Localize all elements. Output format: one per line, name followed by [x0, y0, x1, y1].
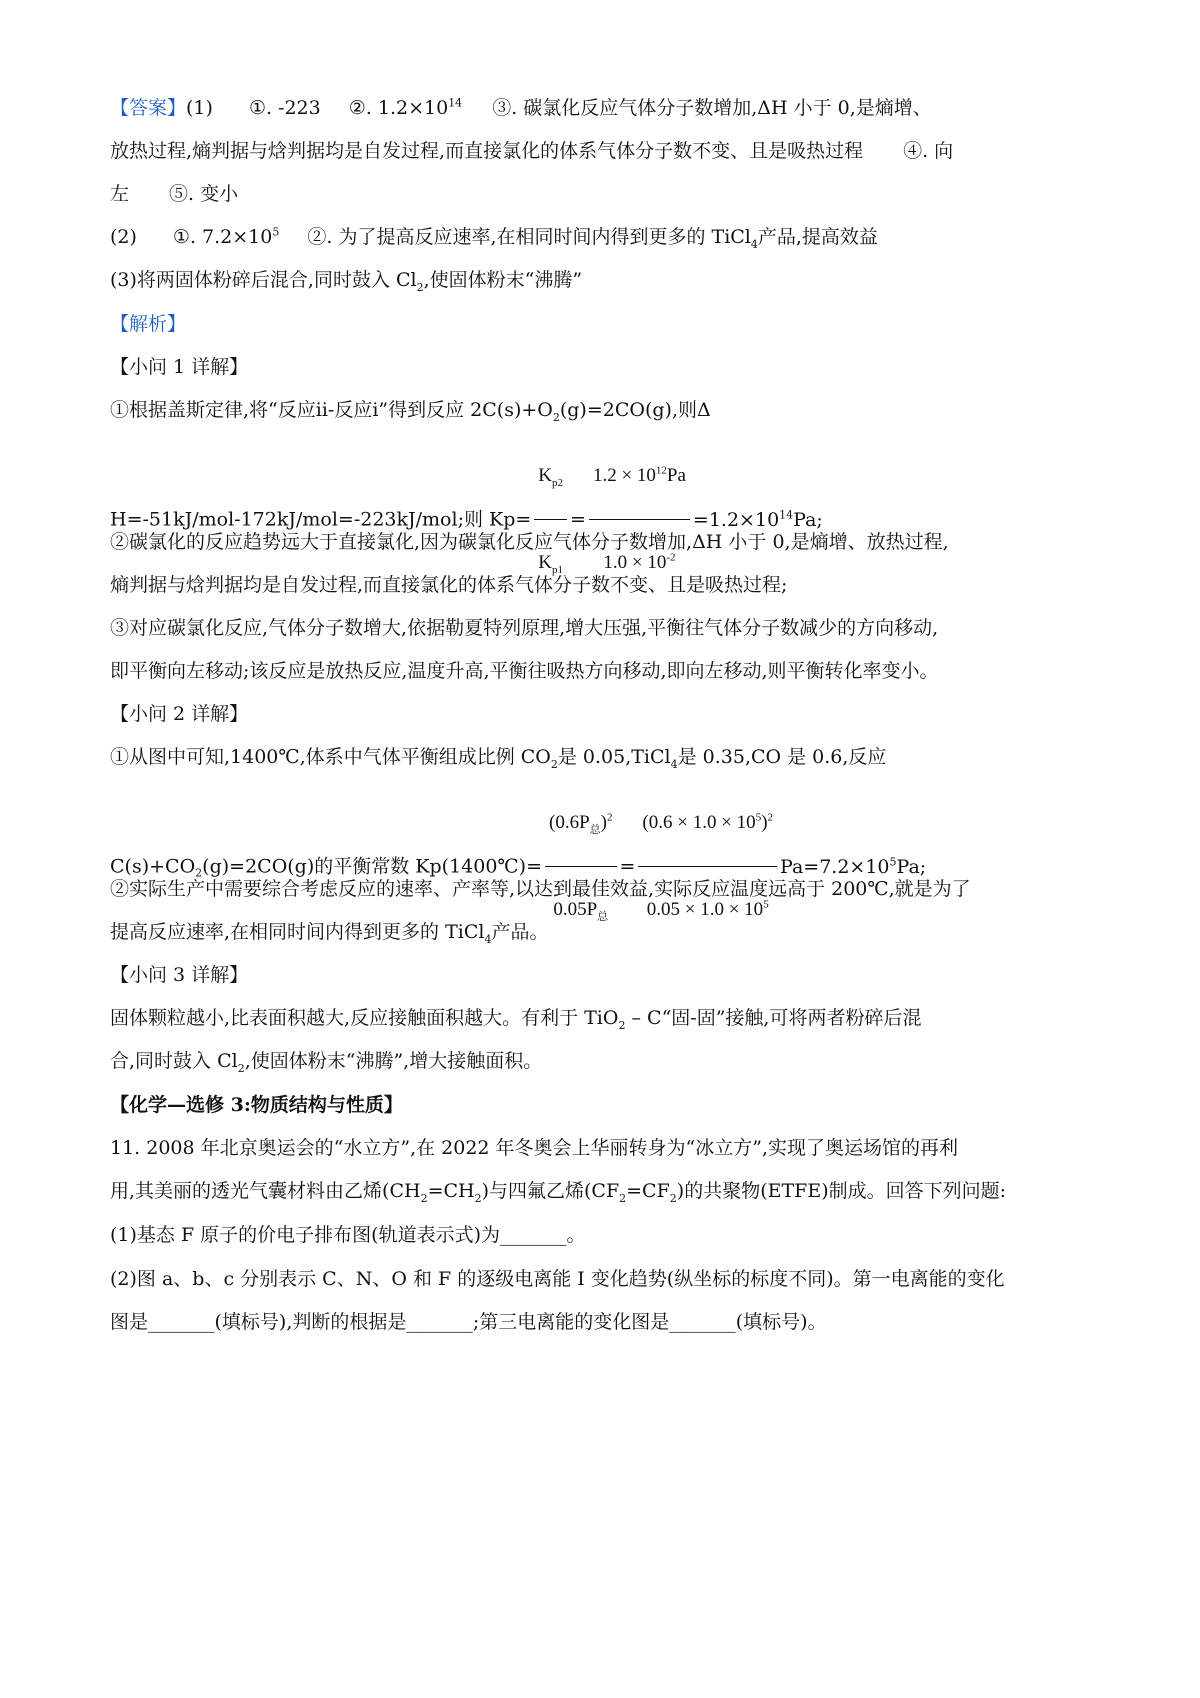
- answer-a3-line1: ③. 碳氯化反应气体分子数增加,ΔH 小于 0,是熵增、: [492, 97, 932, 119]
- q11-line-2-s3: 2: [619, 1191, 627, 1205]
- q11-line-2-c: )与四氟乙烯(CF: [481, 1180, 620, 1202]
- q2-line-1-c: 是 0.35,CO 是 0.6,反应: [677, 746, 887, 768]
- frac4-num-exp2: 2: [767, 811, 774, 824]
- section-title: [110, 1091, 1110, 1119]
- answer-part3: (3)将两固体粉碎后混合,同时鼓入 Cl: [110, 269, 417, 291]
- q2-line-4-text: 提高反应速率,在相同时间内得到更多的 TiCl: [110, 921, 485, 943]
- q2-line-2-sub: 2: [195, 866, 203, 880]
- q11-line-1: [110, 1134, 1110, 1162]
- q11-line-2-s1: 2: [420, 1191, 428, 1205]
- frac3-num: (0.6P: [549, 812, 590, 833]
- q2-kp-result-unit: Pa;: [896, 855, 927, 878]
- answer-part3-sub: 2: [416, 280, 424, 294]
- q2-line-3: [110, 875, 1110, 903]
- q2-line-2-pre: C(s)+CO: [110, 855, 196, 878]
- q1-line-1: [110, 396, 1110, 424]
- q2-line-1: [110, 743, 1110, 771]
- answer-a5: ⑤. 变小: [169, 183, 239, 205]
- equals-sign: =: [570, 508, 586, 531]
- q1-line-6: [110, 657, 1110, 685]
- q3-line-1-text: 固体颗粒越小,比表面积越大,反应接触面积越大。有利于 TiO: [110, 1007, 619, 1029]
- q1-line-5: [110, 614, 1110, 642]
- q3-title-text: 【小问 3 详解】: [110, 964, 249, 986]
- q11-line-2-e: )的共聚物(ETFE)制成。回答下列问题:: [676, 1180, 1007, 1202]
- frac3-den: 0.05P: [553, 899, 598, 920]
- q1-title-text: 【小问 1 详解】: [110, 356, 249, 378]
- q1-line-5-text: ③对应碳氯化反应,气体分子数增大,依据勒夏特列原理,增大压强,平衡往气体分子数减少的方向移动,: [110, 617, 939, 639]
- answer-b2-post: 产品,提高效益: [757, 226, 878, 248]
- answer-b2: ②. 为了提高反应速率,在相同时间内得到更多的 TiCl: [307, 226, 751, 248]
- q3-line-1-sub: 2: [618, 1018, 626, 1032]
- q11-line-2: [110, 1177, 1110, 1205]
- q11-part-2-line-2: [110, 1308, 1110, 1336]
- q11-line-1-text: 11. 2008 年北京奥运会的“水立方”,在 2022 年冬奥会上华丽转身为“冰立方”,实现了奥运场馆的再利: [110, 1137, 959, 1159]
- answer-line-4: [110, 223, 1110, 251]
- q1-line-1-post: (g)=2CO(g),则Δ: [559, 399, 711, 421]
- frac2-den-exp: -2: [666, 551, 676, 564]
- q2-line-2-mid: (g)=2CO(g)的平衡常数 Kp(1400℃)=: [202, 855, 543, 878]
- frac4-den-exp: 5: [763, 898, 769, 911]
- answer-a3-line2: 放热过程,熵判据与焓判据均是自发过程,而直接氯化的体系气体分子数不变、且是吸热过程: [110, 140, 864, 162]
- q3-line-1: [110, 1004, 1110, 1032]
- answer-a4-cont: 左: [110, 183, 130, 205]
- q1-kp-result-unit: Pa;: [793, 508, 823, 531]
- q11-line-2-b: =CH: [427, 1180, 475, 1202]
- frac4-num-exp1: 5: [755, 811, 762, 824]
- q11-line-2-d: =CF: [626, 1180, 670, 1202]
- q11-line-2-s2: 2: [474, 1191, 482, 1205]
- q3-line-2-sub: 2: [237, 1061, 245, 1075]
- q1-kp-result: =1.2×10: [692, 508, 780, 531]
- q1-line-3: [110, 528, 1110, 556]
- q1-line-4: [110, 571, 1110, 599]
- frac2-num-unit: Pa: [666, 465, 686, 486]
- q11-line-2-s4: 2: [669, 1191, 677, 1205]
- analysis-tag-line: [110, 310, 1110, 338]
- frac3-num-exp: 2: [607, 811, 613, 824]
- answer-part2-label: (2): [110, 226, 137, 248]
- q3-line-2-text: 合,同时鼓入 Cl: [110, 1050, 238, 1072]
- q2-line-3-text: ②实际生产中需要综合考虑反应的速率、产率等,以达到最佳效益,实际反应温度远高于 200℃,就是为了: [110, 878, 971, 900]
- answer-line-2: [110, 137, 1110, 165]
- frac3-num-sub: 总: [589, 823, 601, 836]
- q3-title: [110, 961, 1110, 989]
- equals-sign-2: =: [619, 855, 636, 878]
- q2-line-1-b: 是 0.05,TiCl: [557, 746, 671, 768]
- q1-line-4-text: 熵判据与焓判据均是自发过程,而直接氯化的体系气体分子数不变、且是吸热过程;: [110, 574, 788, 596]
- answer-a4: ④. 向: [903, 140, 954, 162]
- analysis-tag: 【解析】: [110, 313, 187, 335]
- q2-title-text: 【小问 2 详解】: [110, 703, 249, 725]
- answer-line-5: [110, 266, 1110, 294]
- frac1-num-k: K: [538, 465, 553, 486]
- q3-line-2: [110, 1047, 1110, 1075]
- q3-line-1-post: – C“固-固”接触,可将两者粉碎后混: [625, 1007, 922, 1029]
- frac2-num-exp: 12: [655, 464, 667, 477]
- q1-line-1-sub: 2: [552, 410, 560, 424]
- answer-part3-post: ,使固体粉末“沸腾”: [423, 269, 583, 291]
- q1-title: [110, 353, 1110, 381]
- q11-part-2-line-2-text: 图是_______(填标号),判断的根据是_______;第三电离能的变化图是_______(填标号)。: [110, 1311, 827, 1333]
- frac1-num-sub: p2: [552, 476, 564, 489]
- answer-a2-exp: 14: [448, 96, 463, 110]
- section-title-text: 【化学—选修 3:物质结构与性质】: [110, 1094, 403, 1116]
- answer-tag: 【答案】: [110, 97, 187, 119]
- frac4-den: 0.05 × 1.0 × 10: [646, 899, 764, 920]
- answer-line-3: [110, 180, 1110, 208]
- frac3-num-close: ): [600, 812, 607, 833]
- q11-part-2-line-1: [110, 1265, 1110, 1293]
- frac4-num-close: ): [761, 812, 768, 833]
- frac2-num: 1.2 × 10: [592, 465, 656, 486]
- q1-line-1-text: ①根据盖斯定律,将“反应ⅱ-反应ⅰ”得到反应 2C(s)+O: [110, 399, 553, 421]
- answer-b1: ①. 7.2×10: [172, 226, 273, 248]
- q2-kp-result: Pa=7.2×10: [780, 855, 890, 878]
- answer-part1-label: (1): [186, 97, 213, 119]
- frac1-den-sub: p1: [552, 563, 564, 576]
- q2-line-4: [110, 918, 1110, 946]
- answer-b2-sub: 4: [750, 237, 758, 251]
- q1-line-6-text: 即平衡向左移动;该反应是放热反应,温度升高,平衡往吸热方向移动,即向左移动,则平衡转化率变小。: [110, 660, 939, 682]
- q2-title: [110, 700, 1110, 728]
- q2-line-4-post: 产品。: [491, 921, 549, 943]
- q1-kp-result-exp: 14: [779, 508, 794, 522]
- q1-line-2-text: H=-51kJ/mol-172kJ/mol=-223kJ/mol;则 Kp=: [110, 508, 532, 531]
- q2-line-1-a-sub: 2: [550, 757, 558, 771]
- answer-line-1: [110, 94, 1110, 122]
- frac2-den: 1.0 × 10: [603, 552, 667, 573]
- q11-line-2-a: 用,其美丽的透光气囊材料由乙烯(CH: [110, 1180, 421, 1202]
- frac4-num: (0.6 × 1.0 × 10: [642, 812, 756, 833]
- frac3-den-sub: 总: [597, 910, 609, 923]
- q1-line-3-text: ②碳氯化的反应趋势远大于直接氯化,因为碳氯化反应气体分子数增加,ΔH 小于 0,是熵增、放热过程,: [110, 531, 949, 553]
- answer-b1-exp: 5: [272, 225, 280, 239]
- q11-part-1: [110, 1221, 1110, 1249]
- answer-a2: ②. 1.2×10: [348, 97, 449, 119]
- q2-line-4-sub: 4: [484, 932, 492, 946]
- q11-part-1-text: (1)基态 F 原子的价电子排布图(轨道表示式)为_______。: [110, 1224, 586, 1246]
- q2-kp-result-exp: 5: [889, 855, 897, 869]
- frac1-den-k: K: [538, 552, 553, 573]
- q11-part-2-line-1-text: (2)图 a、b、c 分别表示 C、N、O 和 F 的逐级电离能 I 变化趋势(纵坐标的标度不同)。第一电离能的变化: [110, 1268, 1005, 1290]
- q2-line-1-a: ①从图中可知,1400℃,体系中气体平衡组成比例 CO: [110, 746, 551, 768]
- answer-a1: ①. -223: [248, 97, 321, 119]
- q2-line-1-b-sub: 4: [670, 757, 678, 771]
- q3-line-2-post: ,使固体粉末“沸腾”,增大接触面积。: [244, 1050, 543, 1072]
